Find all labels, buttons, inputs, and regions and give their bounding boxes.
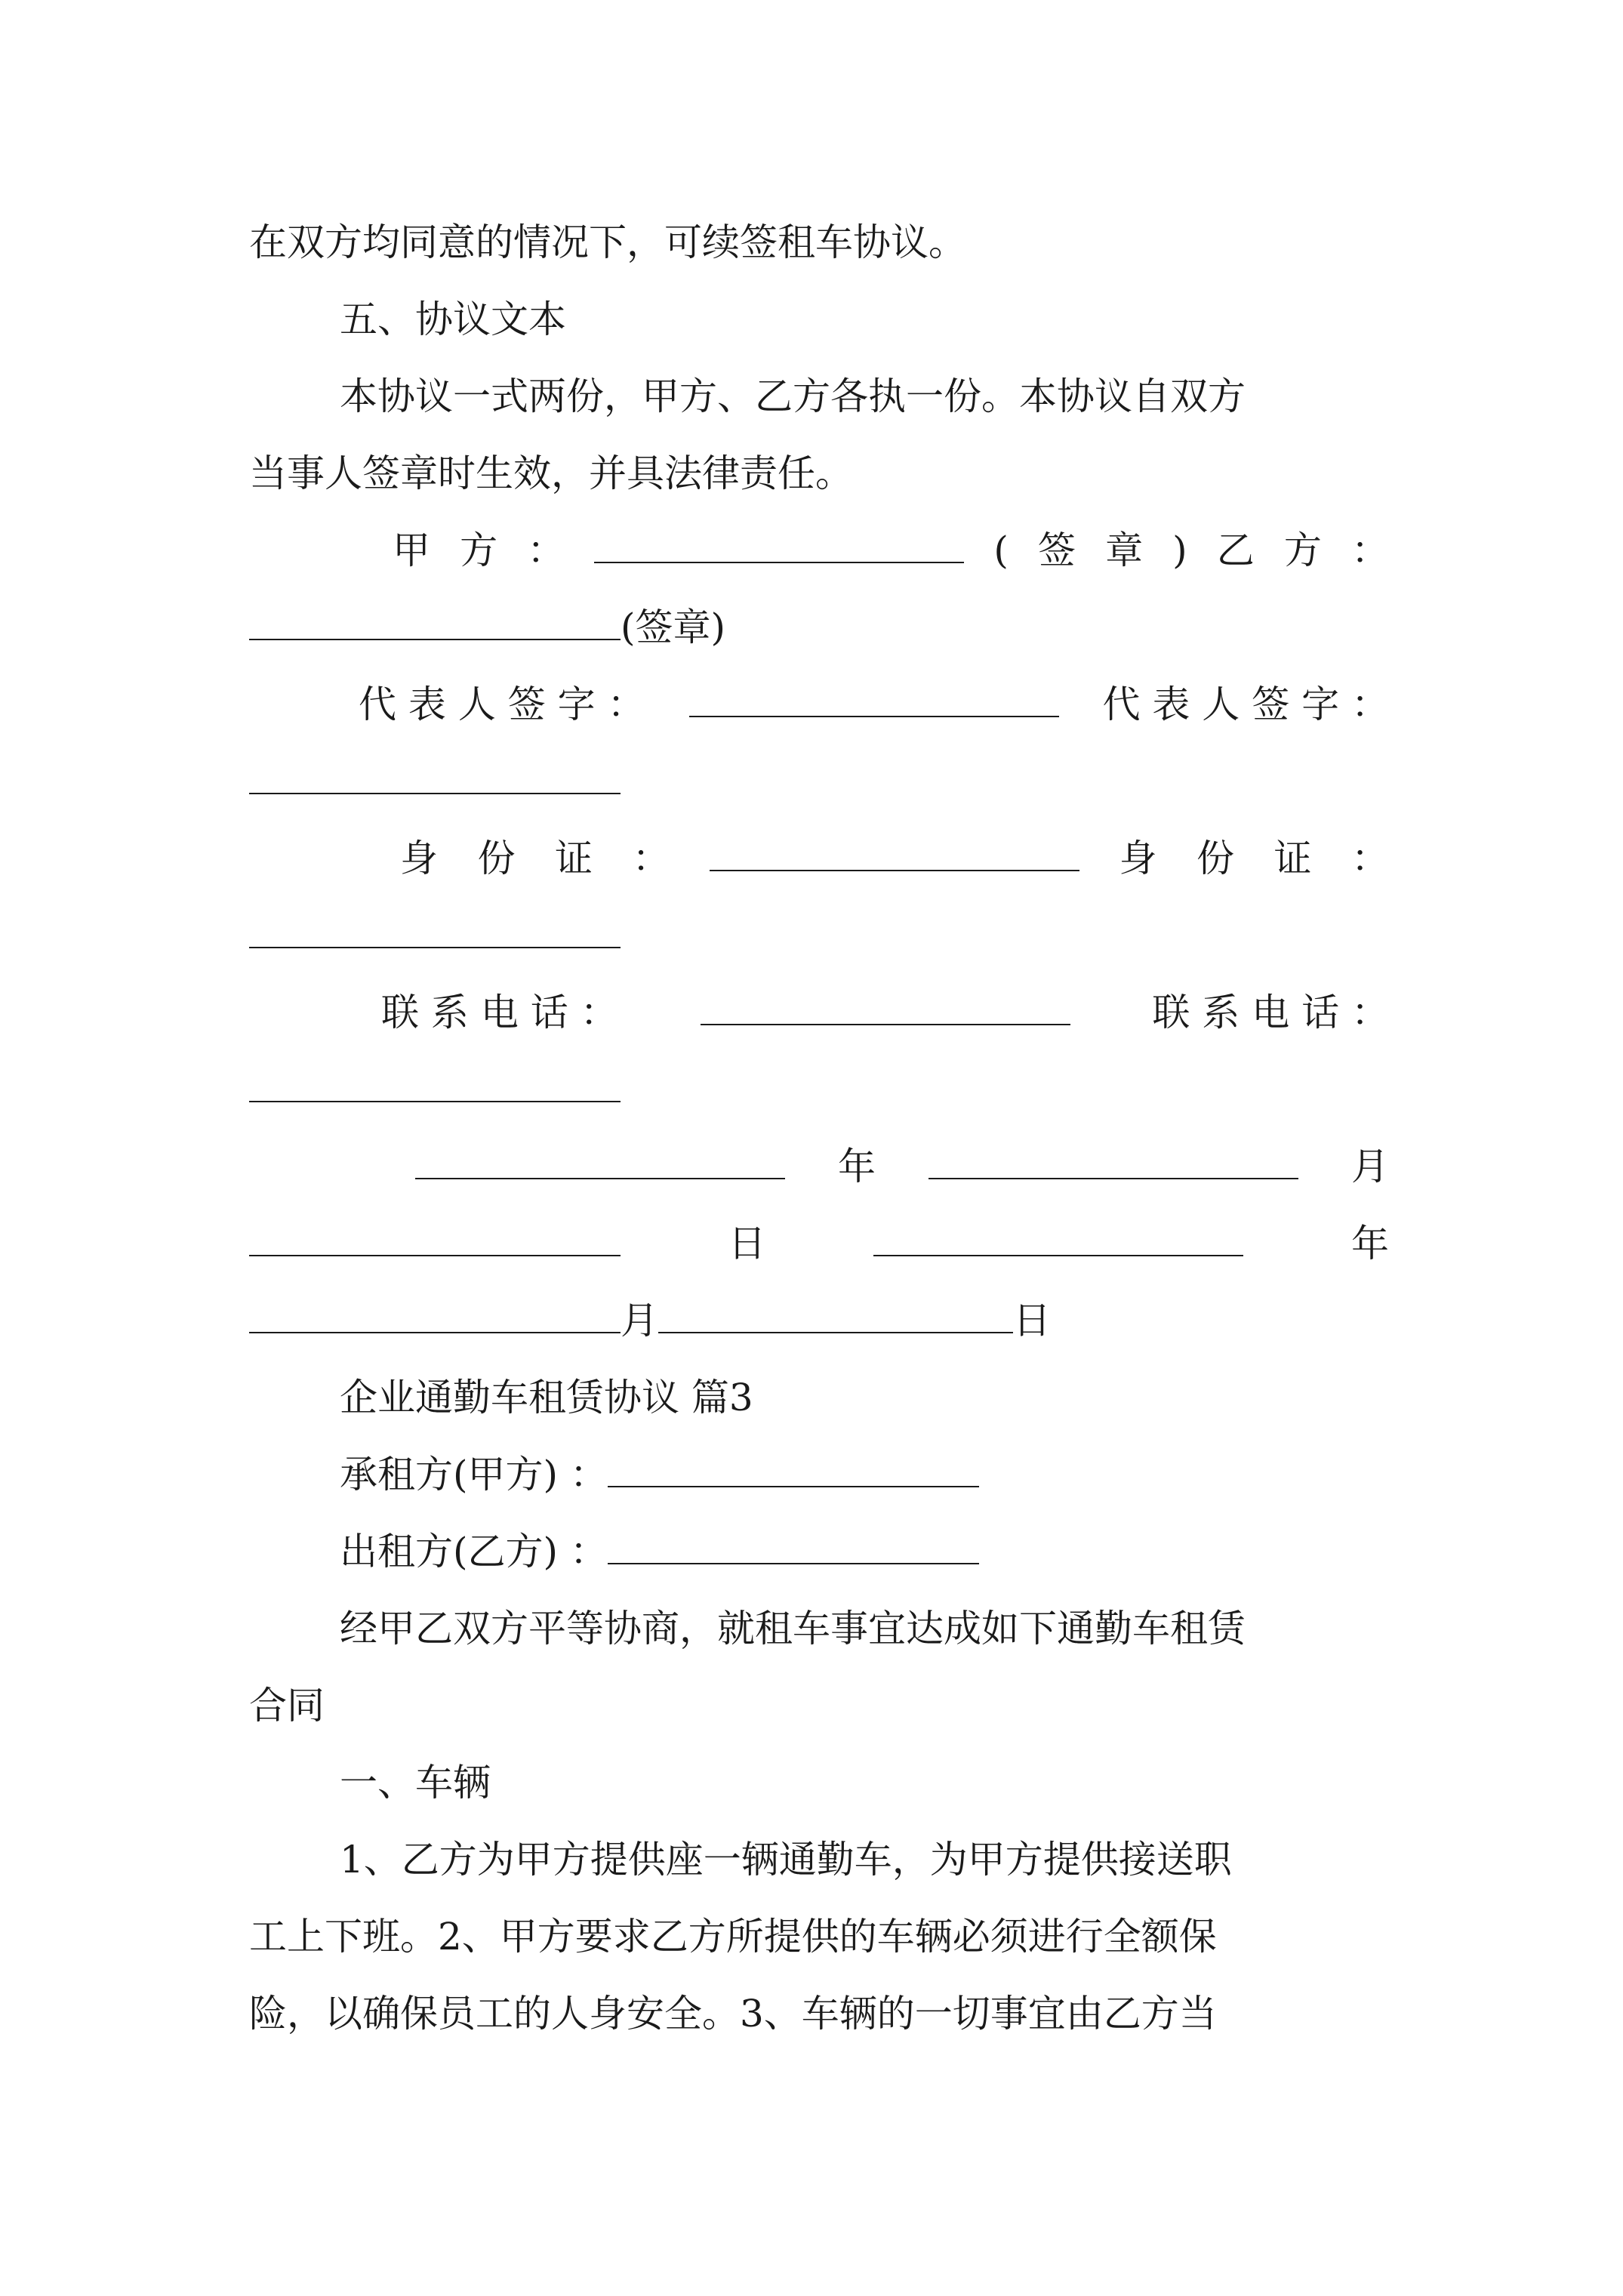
agreement-title: 企业通勤车租赁协议 篇3 <box>340 1376 753 1419</box>
lessee-blank[interactable] <box>608 1442 979 1487</box>
paragraph-copies-line1: 本协议一式两份，甲方、乙方各执一份。本协议自双方 <box>340 374 1246 418</box>
date-b-day-blank[interactable] <box>658 1288 1013 1333</box>
paragraph-vehicle-line3: 险，以确保员工的人身安全。3、车辆的一切事宜由乙方当 <box>249 1992 1217 2036</box>
heading-section-5: 五、协议文本 <box>340 297 566 341</box>
year-label: 年 <box>838 1145 876 1188</box>
id-a-char: 证 <box>555 837 593 880</box>
party-b-char: 乙 <box>1216 529 1255 572</box>
paragraph-negotiation-line2: 合同 <box>249 1684 325 1727</box>
month-label: 月 <box>1351 1145 1389 1188</box>
tel-a-blank[interactable] <box>701 980 1070 1025</box>
paragraph-renewal: 在双方均同意的情况下，可续签租车协议。 <box>249 220 966 264</box>
seal-a-char: ) <box>1172 529 1187 572</box>
id-a-blank[interactable] <box>710 826 1079 871</box>
id-b-blank-line <box>249 897 1389 974</box>
phone-row <box>381 974 1389 1051</box>
seal-b-label: (签章) <box>621 606 726 649</box>
lessor-blank[interactable] <box>608 1519 979 1564</box>
party-a-char: 方 <box>460 529 498 572</box>
date-a-day-blank[interactable] <box>249 1211 621 1256</box>
id-b-char: 份 <box>1196 837 1234 880</box>
party-a-colon: ： <box>527 529 565 572</box>
date-b-month-blank[interactable] <box>249 1288 621 1333</box>
lessor-row <box>340 1513 1389 1590</box>
lessor-label: 出租方(乙方) ： <box>340 1530 608 1573</box>
tel-b-label: 联 系 电 话 ： <box>1152 991 1389 1034</box>
year-label: 年 <box>1350 1222 1389 1265</box>
date-a-year-blank[interactable] <box>415 1134 785 1179</box>
paragraph-negotiation-line1: 经甲乙双方平等协商，就租车事宜达成如下通勤车租赁 <box>340 1607 1246 1650</box>
id-a-char: 身 <box>400 837 438 880</box>
day-label: 日 <box>1013 1299 1051 1342</box>
paragraph-vehicle-line2: 工上下班。2、甲方要求乙方所提供的车辆必须进行全额保 <box>249 1915 1217 1959</box>
date-b-year-blank[interactable] <box>873 1211 1243 1256</box>
rep-a-label: 代 表 人 签 字 ： <box>359 683 645 726</box>
date-a-month-blank[interactable] <box>929 1134 1298 1179</box>
rep-b-blank[interactable] <box>249 749 621 794</box>
id-b-blank[interactable] <box>249 903 621 948</box>
rep-a-blank[interactable] <box>689 672 1059 717</box>
rep-b-label: 代 表 人 签 字 ： <box>1102 683 1389 726</box>
seal-a-char: 签 <box>1037 529 1076 572</box>
party-b-blank[interactable] <box>249 595 621 640</box>
month-label: 月 <box>621 1299 658 1342</box>
id-b-colon: ： <box>1351 837 1389 880</box>
date-row-1 <box>415 1128 1389 1205</box>
id-b-char: 身 <box>1119 837 1157 880</box>
tel-a-label: 联 系 电 话 ： <box>381 991 618 1034</box>
seal-a-char: 章 <box>1105 529 1144 572</box>
date-row-3 <box>249 1282 1389 1359</box>
heading-section-1: 一、车辆 <box>340 1761 491 1804</box>
date-row-2 <box>249 1205 1389 1282</box>
paragraph-copies-line2: 当事人签章时生效，并具法律责任。 <box>249 451 853 495</box>
party-a-char: 甲 <box>393 529 430 572</box>
paragraph-vehicle-line1: 1、乙方为甲方提供座一辆通勤车，为甲方提供接送职 <box>340 1838 1232 1881</box>
representative-row <box>359 666 1389 743</box>
signature-party-row <box>393 512 1389 589</box>
id-a-colon: ： <box>632 837 670 880</box>
id-card-row <box>400 820 1389 897</box>
party-a-blank[interactable] <box>594 518 964 563</box>
party-b-char: 方 <box>1283 529 1322 572</box>
party-b-colon: ： <box>1350 529 1389 572</box>
lessee-row <box>340 1436 1389 1513</box>
lessee-label: 承租方(甲方) ： <box>340 1453 608 1496</box>
tel-b-blank[interactable] <box>249 1057 621 1102</box>
tel-b-blank-line <box>249 1051 1389 1128</box>
id-b-char: 证 <box>1273 837 1312 880</box>
id-a-char: 份 <box>477 837 516 880</box>
day-label: 日 <box>728 1222 766 1265</box>
rep-b-blank-line <box>249 743 1389 820</box>
seal-a-char: ( <box>993 529 1009 572</box>
party-b-seal-line <box>249 589 1389 666</box>
